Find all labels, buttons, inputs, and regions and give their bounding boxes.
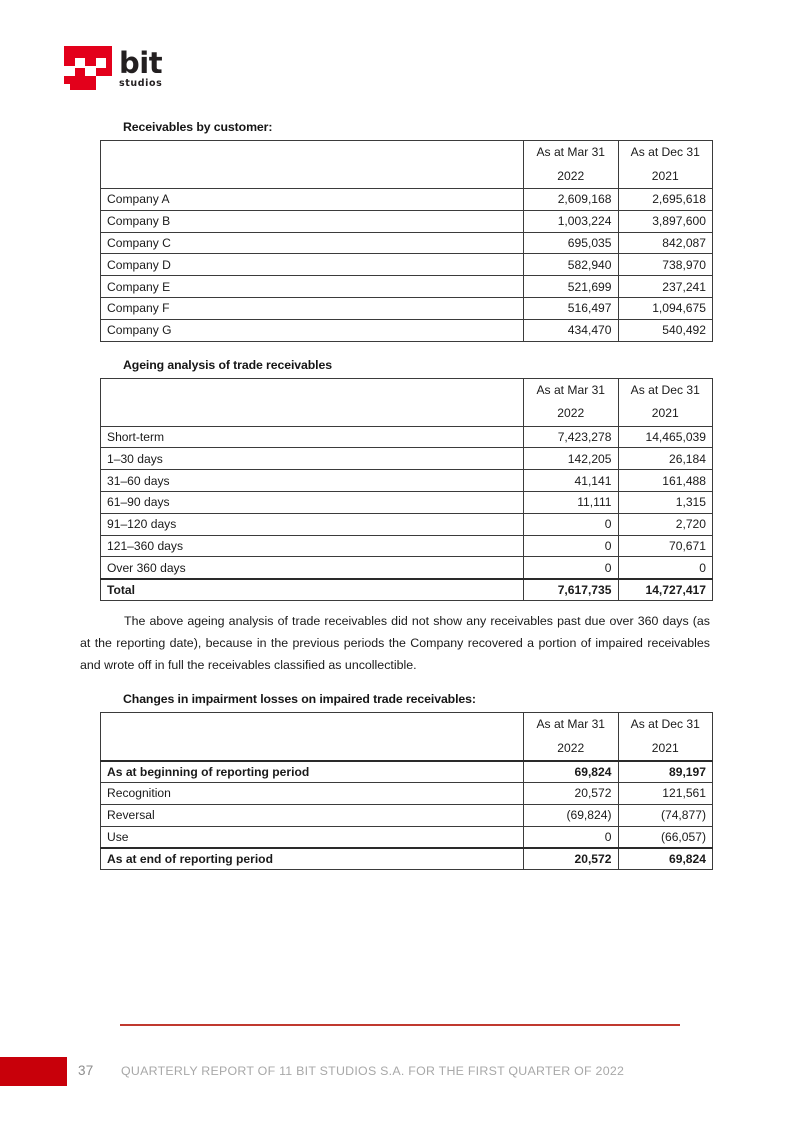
table-row	[101, 232, 713, 254]
row-value-dec2021: 89,197	[618, 761, 713, 783]
column-header-dec2021-line1: As at Dec 31	[618, 378, 713, 402]
impairment-losses-table	[100, 712, 713, 870]
column-header-dec2021-line2: 2021	[618, 165, 713, 189]
row-label: As at beginning of reporting period	[101, 761, 524, 783]
row-value-dec2021: 738,970	[618, 254, 713, 276]
column-header-mar2022-line1: As at Mar 31	[524, 713, 619, 737]
row-label: 1–30 days	[101, 448, 524, 470]
table-header	[101, 141, 713, 189]
receivables-rows	[101, 189, 713, 342]
table-row	[101, 276, 713, 298]
table-row	[101, 189, 713, 211]
row-value-dec2021: (74,877)	[618, 804, 713, 826]
impairment-rows	[101, 761, 713, 870]
column-header-mar2022-line2: 2022	[524, 402, 619, 426]
row-value-dec2021: 70,671	[618, 535, 713, 557]
table-header	[101, 713, 713, 761]
table-row	[101, 513, 713, 535]
ageing-heading: Ageing analysis of trade receivables	[123, 357, 332, 372]
column-header-dec2021-line1: As at Dec 31	[618, 713, 713, 737]
row-value-dec2021: 14,465,039	[618, 426, 713, 448]
table-row	[101, 826, 713, 848]
row-label: Company A	[101, 189, 524, 211]
row-label: 91–120 days	[101, 513, 524, 535]
table-row	[101, 804, 713, 826]
row-value-mar2022: 20,572	[524, 848, 619, 870]
table-row	[101, 319, 713, 341]
row-value-mar2022: 142,205	[524, 448, 619, 470]
row-value-dec2021: 0	[618, 557, 713, 579]
column-header-mar2022-line1: As at Mar 31	[524, 378, 619, 402]
table-row	[101, 297, 713, 319]
footer-caption: QUARTERLY REPORT OF 11 BIT STUDIOS S.A. FOR THE FIRST QUARTER OF 2022	[121, 1064, 625, 1078]
row-label: 61–90 days	[101, 491, 524, 513]
table-row-total	[101, 579, 713, 601]
column-header-label	[101, 378, 524, 426]
row-value-dec2021: 2,720	[618, 513, 713, 535]
row-label: Company B	[101, 210, 524, 232]
row-value-mar2022: 1,003,224	[524, 210, 619, 232]
row-label: Company C	[101, 232, 524, 254]
row-label: Use	[101, 826, 524, 848]
table-header	[101, 378, 713, 426]
footer-red-block	[0, 1057, 67, 1086]
table-row	[101, 210, 713, 232]
column-header-dec2021-line2: 2021	[618, 402, 713, 426]
row-value-dec2021: 540,492	[618, 319, 713, 341]
row-value-mar2022: 516,497	[524, 297, 619, 319]
table-row	[101, 761, 713, 783]
row-label: Company D	[101, 254, 524, 276]
row-value-mar2022: 11,111	[524, 491, 619, 513]
column-header-label	[101, 713, 524, 761]
row-value-mar2022: 582,940	[524, 254, 619, 276]
row-value-mar2022: 41,141	[524, 470, 619, 492]
row-label: Company G	[101, 319, 524, 341]
row-value-mar2022: 0	[524, 826, 619, 848]
logo-wordmark	[119, 45, 163, 91]
table-row	[101, 535, 713, 557]
footer-rule	[120, 1024, 680, 1026]
row-label: 121–360 days	[101, 535, 524, 557]
row-value-dec2021: 14,727,417	[618, 579, 713, 601]
table-row	[101, 426, 713, 448]
table-row	[101, 782, 713, 804]
column-header-dec2021-line1: As at Dec 31	[618, 141, 713, 165]
row-label: As at end of reporting period	[101, 848, 524, 870]
row-value-mar2022: 695,035	[524, 232, 619, 254]
row-value-dec2021: 2,695,618	[618, 189, 713, 211]
row-value-mar2022: 7,617,735	[524, 579, 619, 601]
logo-word: bit	[119, 45, 163, 80]
ageing-explanatory-paragraph: The above ageing analysis of trade receivables did not show any receivables past due over 360 days (as at the reporting date), because in the previous periods the Company recovered a portion of impaired receivables and wrote off in full the receivables classified as uncollectible.	[80, 613, 710, 673]
row-value-mar2022: (69,824)	[524, 804, 619, 826]
row-label: Company F	[101, 297, 524, 319]
logo-subtitle: studios	[119, 77, 163, 89]
table-row	[101, 848, 713, 870]
row-value-mar2022: 0	[524, 535, 619, 557]
page-number: 37	[78, 1063, 94, 1078]
row-value-dec2021: 237,241	[618, 276, 713, 298]
table-row	[101, 254, 713, 276]
column-header-mar2022-line2: 2022	[524, 165, 619, 189]
company-logo	[64, 46, 162, 90]
table-row	[101, 491, 713, 513]
11-bit-square-logo-icon	[64, 46, 112, 90]
row-label: 31–60 days	[101, 470, 524, 492]
row-value-mar2022: 0	[524, 513, 619, 535]
row-value-dec2021: 26,184	[618, 448, 713, 470]
table-row	[101, 557, 713, 579]
receivables-heading: Receivables by customer:	[123, 120, 273, 134]
column-header-mar2022-line2: 2022	[524, 737, 619, 761]
row-label: Total	[101, 579, 524, 601]
receivables-by-customer-table	[100, 140, 713, 342]
row-value-mar2022: 20,572	[524, 782, 619, 804]
column-header-mar2022-line1: As at Mar 31	[524, 141, 619, 165]
row-label: Short-term	[101, 426, 524, 448]
row-value-dec2021: 3,897,600	[618, 210, 713, 232]
table-row	[101, 470, 713, 492]
row-value-mar2022: 434,470	[524, 319, 619, 341]
row-value-mar2022: 0	[524, 557, 619, 579]
row-value-mar2022: 69,824	[524, 761, 619, 783]
row-value-dec2021: 1,094,675	[618, 297, 713, 319]
ageing-total-body	[101, 579, 713, 601]
row-label: Recognition	[101, 782, 524, 804]
impairment-heading: Changes in impairment losses on impaired trade receivables:	[123, 692, 476, 707]
row-value-dec2021: 121,561	[618, 782, 713, 804]
row-value-dec2021: 69,824	[618, 848, 713, 870]
row-value-mar2022: 7,423,278	[524, 426, 619, 448]
row-label: Company E	[101, 276, 524, 298]
row-value-mar2022: 521,699	[524, 276, 619, 298]
column-header-dec2021-line2: 2021	[618, 737, 713, 761]
row-label: Over 360 days	[101, 557, 524, 579]
row-value-dec2021: 1,315	[618, 491, 713, 513]
row-label: Reversal	[101, 804, 524, 826]
row-value-dec2021: (66,057)	[618, 826, 713, 848]
table-row	[101, 448, 713, 470]
ageing-analysis-table	[100, 378, 713, 601]
ageing-rows	[101, 426, 713, 579]
column-header-label	[101, 141, 524, 189]
document-content	[80, 120, 712, 870]
row-value-dec2021: 842,087	[618, 232, 713, 254]
row-value-dec2021: 161,488	[618, 470, 713, 492]
row-value-mar2022: 2,609,168	[524, 189, 619, 211]
